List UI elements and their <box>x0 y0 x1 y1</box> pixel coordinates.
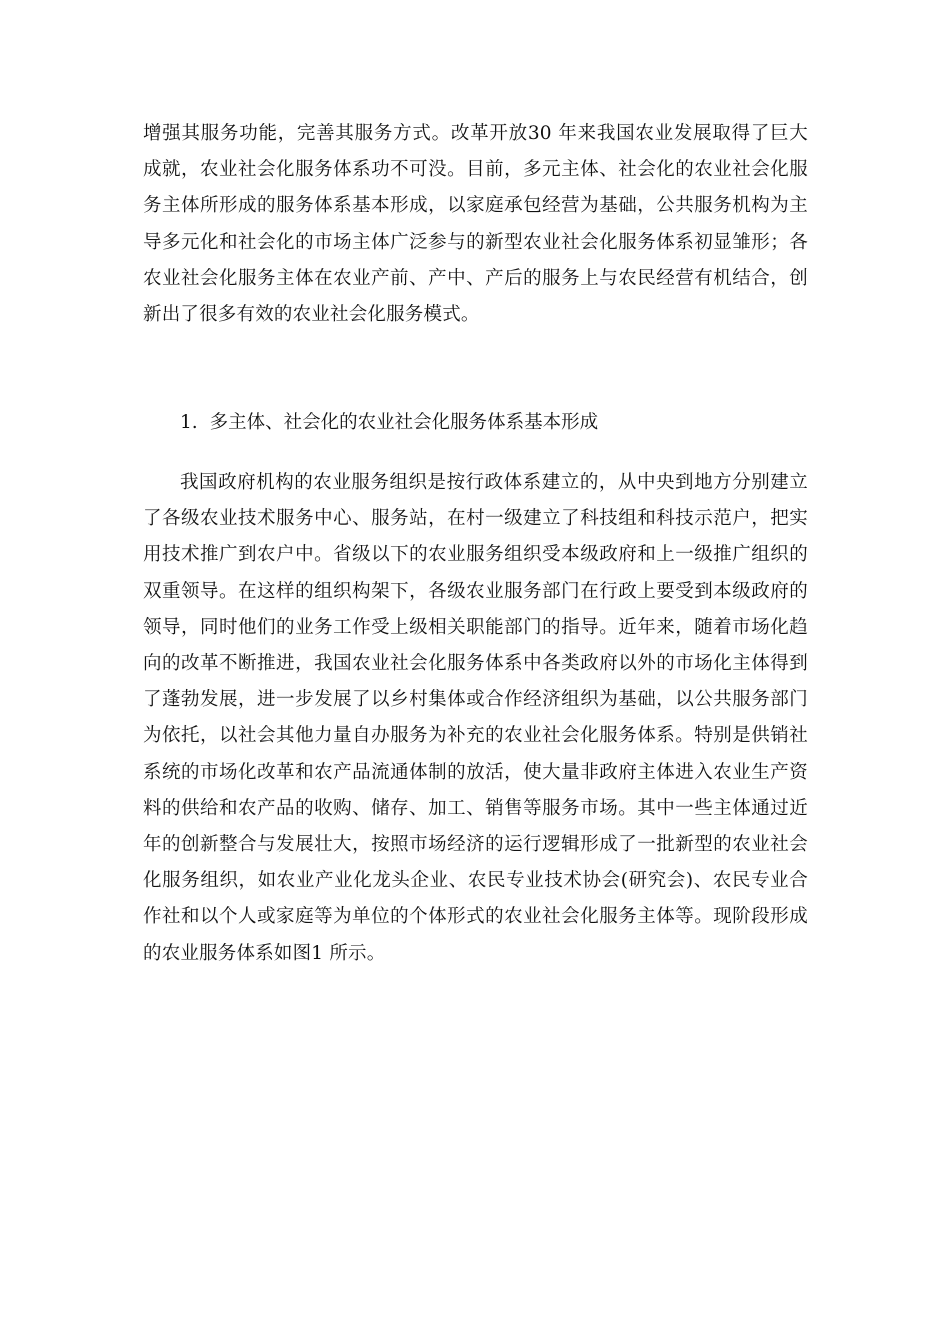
section-title: 多主体、社会化的农业社会化服务体系基本形成 <box>209 412 599 433</box>
section-heading <box>180 405 598 441</box>
body-paragraph-1: 增强其服务功能，完善其服务方式。改革开放30 年来我国农业发展取得了巨大成就，农业社会化服务体系功不可没。目前，多元主体、社会化的农业社会化服务主体所形成的服务体系基本形成，以家庭承包经营为基础，公共服务机构为主导多元化和社会化的市场主体广泛参与的新型农业社会化服务体系初显雏形；各农业社会化服务主体在农业产前、产中、产后的服务上与农民经营有机结合，创新出了很多有效的农业社会化服务模式。 <box>143 123 808 326</box>
body-paragraph-2: 我国政府机构的农业服务组织是按行政体系建立的，从中央到地方分别建立了各级农业技术服务中心、服务站，在村一级建立了科技组和科技示范户，把实用技术推广到农户中。省级以下的农业服务组织受本级政府和上一级推广组织的双重领导。在这样的组织构架下，各级农业服务部门在行政上要受到本级政府的领导，同时他们的业务工作受上级相关职能部门的指导。近年来，随着市场化趋向的改革不断推进，我国农业社会化服务体系中各类政府以外的市场化主体得到了蓬勃发展，进一步发展了以乡村集体或合作经济组织为基础，以公共服务部门为依托，以社会其他力量自办服务为补充的农业社会化服务体系。特别是供销社系统的市场化改革和农产品流通体制的放活，使大量非政府主体进入农业生产资料的供给和农产品的收购、储存、加工、销售等服务市场。其中一些主体通过近年的创新整合与发展壮大，按照市场经济的运行逻辑形成了一批新型的农业社会化服务组织，如农业产业化龙头企业、农民专业技术协会(研究会)、农民专业合作社和以个人或家庭等为单位的个体形式的农业社会化服务主体等。现阶段形成的农业服务体系如图1 所示。 <box>143 472 808 964</box>
section-number: 1. <box>180 412 198 433</box>
